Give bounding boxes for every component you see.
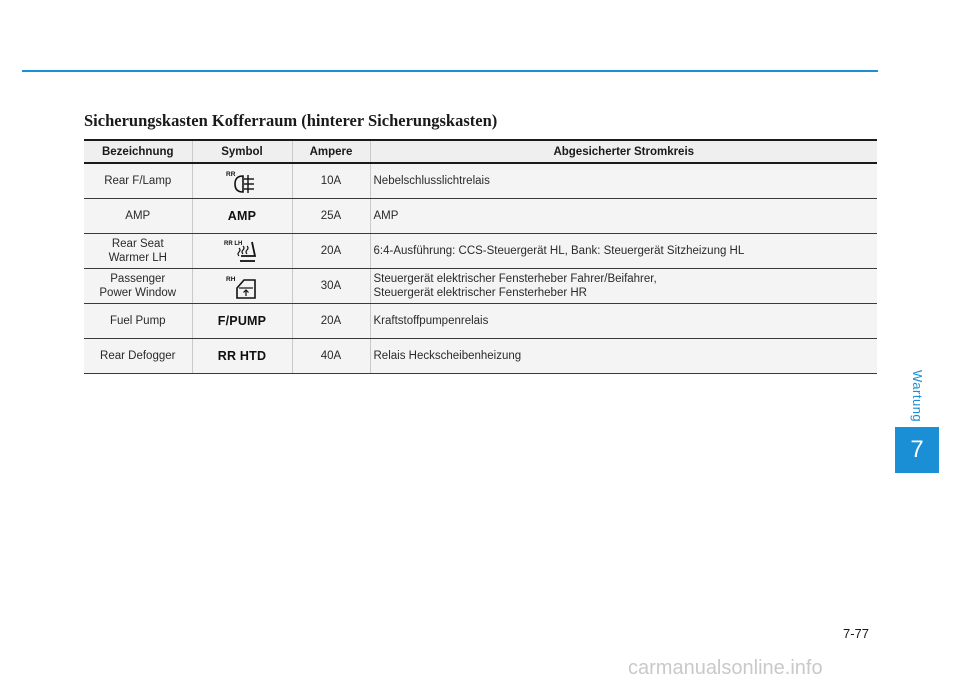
table-row <box>84 269 877 304</box>
fuse-symbol <box>192 339 292 374</box>
fuse-circuit: Steuergerät elektrischer Fensterheber Fahrer/Beifahrer, Steuergerät elektrischer Fensterheber HR <box>370 269 877 304</box>
header-stromkreis: Abgesicherter Stromkreis <box>370 140 877 163</box>
fuse-ampere: 20A <box>292 234 370 269</box>
fuse-symbol <box>192 234 292 269</box>
fuse-name: Rear F/Lamp <box>84 163 192 199</box>
symbol-label: RH <box>226 276 236 283</box>
header-symbol: Symbol <box>192 140 292 163</box>
rear-fog-lamp-icon <box>223 168 261 194</box>
page-number: 7-77 <box>843 626 870 641</box>
table-row <box>84 234 877 269</box>
watermark: carmanualsonline.info <box>628 657 823 679</box>
section-title: Sicherungskasten Kofferraum (hinterer Sicherungskasten) <box>84 111 498 130</box>
fuse-ampere: 40A <box>292 339 370 374</box>
fuse-circuit: Relais Heckscheibenheizung <box>370 339 877 374</box>
fuse-name: AMP <box>84 199 192 234</box>
fuse-symbol <box>192 269 292 304</box>
fuse-ampere: 20A <box>292 304 370 339</box>
fuse-circuit: AMP <box>370 199 877 234</box>
table-row <box>84 163 877 199</box>
symbol-label: RR <box>226 171 236 178</box>
fuse-ampere: 30A <box>292 269 370 304</box>
table-row <box>84 339 877 374</box>
header-bezeichnung: Bezeichnung <box>84 140 192 163</box>
symbol-text: RR HTD <box>217 348 267 363</box>
symbol-text: AMP <box>227 208 257 223</box>
fuse-name: Fuel Pump <box>84 304 192 339</box>
fuse-name: Rear Defogger <box>84 339 192 374</box>
chapter-tab: 7 <box>895 427 939 473</box>
fuse-circuit: 6:4-Ausführung: CCS-Steuergerät HL, Bank: Steuergerät Sitzheizung HL <box>370 234 877 269</box>
fuse-symbol <box>192 163 292 199</box>
header-ampere: Ampere <box>292 140 370 163</box>
fuse-ampere: 25A <box>292 199 370 234</box>
fuse-symbol <box>192 304 292 339</box>
fuse-circuit: Kraftstoffpumpenrelais <box>370 304 877 339</box>
fuse-name: Passenger Power Window <box>84 269 192 304</box>
table-row <box>84 304 877 339</box>
symbol-label: RR LH <box>224 241 243 247</box>
header-rule <box>22 70 878 72</box>
power-window-icon <box>223 273 261 299</box>
chapter-side-label: Wartung <box>910 370 925 423</box>
fuse-name: Rear Seat Warmer LH <box>84 234 192 269</box>
fuse-ampere: 10A <box>292 163 370 199</box>
fuse-circuit: Nebelschlusslichtrelais <box>370 163 877 199</box>
table-row <box>84 199 877 234</box>
seat-heater-icon <box>222 238 262 264</box>
fuse-symbol <box>192 199 292 234</box>
table-header-row <box>84 140 877 163</box>
symbol-text: F/PUMP <box>217 313 267 328</box>
fuse-table <box>84 139 877 374</box>
